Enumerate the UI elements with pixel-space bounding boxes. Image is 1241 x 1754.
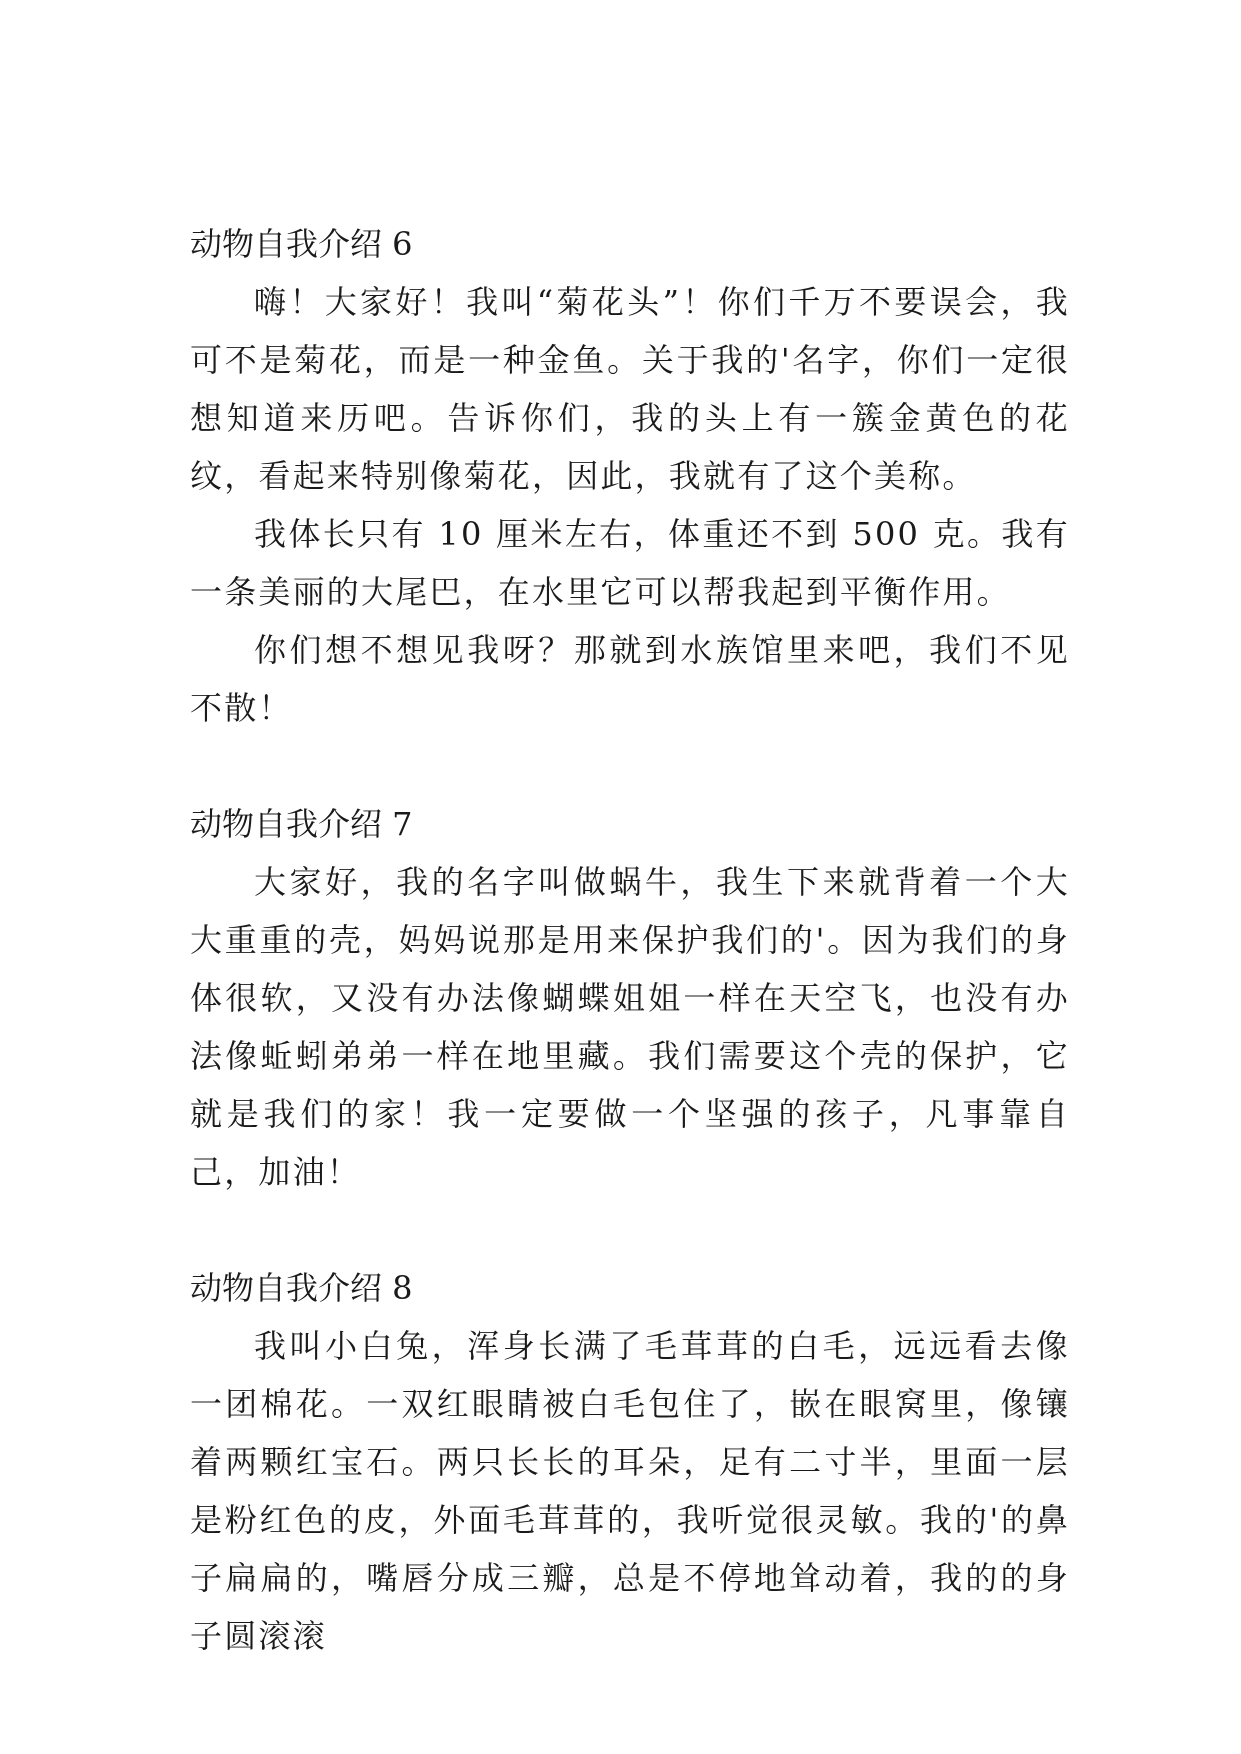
section-title: 动物自我介绍 6 bbox=[190, 225, 413, 263]
paragraph: 你们想不想见我呀？那就到水族馆里来吧，我们不见不散！ bbox=[190, 631, 1070, 727]
document-body bbox=[190, 215, 1070, 1665]
paragraph: 我叫小白兔，浑身长满了毛茸茸的白毛，远远看去像一团棉花。一双红眼睛被白毛包住了，嵌在眼窝里，像镶着两颗红宝石。两只长长的耳朵，足有二寸半，里面一层是粉红色的皮，外面毛茸茸的，我听觉很灵敏。我的'的鼻子扁扁的，嘴唇分成三瓣，总是不停地耸动着，我的的身子圆滚滚 bbox=[190, 1327, 1070, 1655]
section-title: 动物自我介绍 7 bbox=[190, 805, 413, 843]
paragraph: 大家好，我的名字叫做蜗牛，我生下来就背着一个大大重重的壳，妈妈说那是用来保护我们的'。因为我们的身体很软，又没有办法像蝴蝶姐姐一样在天空飞，也没有办法像蚯蚓弟弟一样在地里藏。我们需要这个壳的保护，它就是我们的家！我一定要做一个坚强的孩子，凡事靠自己，加油！ bbox=[190, 863, 1070, 1191]
section-7 bbox=[190, 795, 1070, 1201]
paragraph: 嗨！大家好！我叫“菊花头”！你们千万不要误会，我可不是菊花，而是一种金鱼。关于我的'名字，你们一定很想知道来历吧。告诉你们，我的头上有一簇金黄色的花纹，看起来特别像菊花，因此，我就有了这个美称。 bbox=[190, 283, 1070, 495]
section-8 bbox=[190, 1259, 1070, 1665]
paragraph: 我体长只有 10 厘米左右，体重还不到 500 克。我有一条美丽的大尾巴，在水里它可以帮我起到平衡作用。 bbox=[190, 515, 1070, 611]
section-title: 动物自我介绍 8 bbox=[190, 1269, 413, 1307]
section-6 bbox=[190, 215, 1070, 737]
